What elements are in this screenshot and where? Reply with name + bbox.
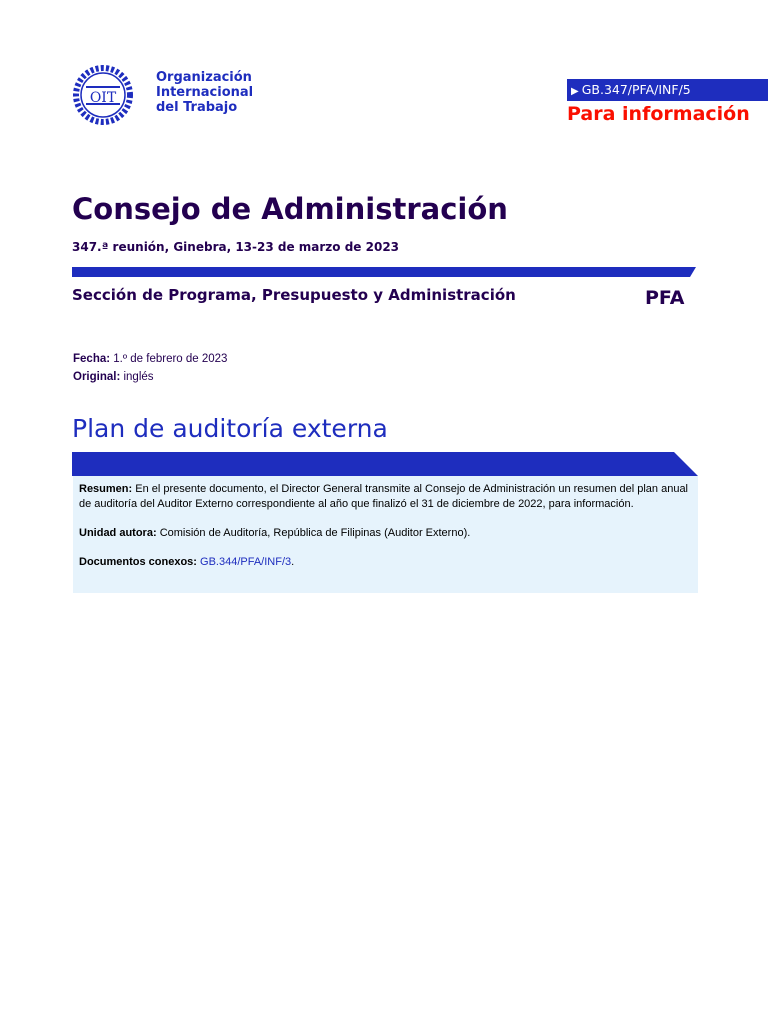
date-row bbox=[73, 350, 227, 368]
related-docs-label: Documentos conexos: bbox=[79, 556, 197, 568]
ilo-emblem-icon bbox=[72, 64, 134, 126]
author-unit-paragraph bbox=[79, 526, 692, 541]
page-title: Consejo de Administración bbox=[72, 192, 508, 226]
title-divider-bar bbox=[72, 267, 696, 277]
summary-label: Resumen: bbox=[79, 483, 133, 495]
date-label: Fecha: bbox=[73, 353, 111, 365]
date-value: 1.º de febrero de 2023 bbox=[113, 353, 228, 365]
document-metadata bbox=[73, 350, 227, 386]
related-docs-paragraph bbox=[79, 555, 692, 570]
related-docs-tail: . bbox=[291, 556, 295, 568]
author-unit-text: Comisión de Auditoría, República de Filipinas (Auditor Externo). bbox=[159, 527, 471, 539]
related-doc-link[interactable]: GB.344/PFA/INF/3 bbox=[200, 556, 292, 568]
document-reference: GB.347/PFA/INF/5 bbox=[581, 82, 691, 97]
triangle-right-icon: ▶ bbox=[571, 86, 579, 97]
logo-line-3: del Trabajo bbox=[156, 100, 238, 115]
original-label: Original: bbox=[73, 371, 121, 383]
summary-text: En el presente documento, el Director General transmite al Consejo de Administración un resumen del plan anual de auditoría del Auditor Externo correspondiente al año que finalizó el 31 de diciembre de 2022, para información. bbox=[79, 483, 688, 510]
summary-box bbox=[73, 476, 698, 593]
document-reference-tag bbox=[567, 79, 768, 101]
logo-line-1: Organización bbox=[156, 70, 252, 85]
original-value: inglés bbox=[123, 371, 154, 383]
original-row bbox=[73, 368, 227, 386]
author-unit-label: Unidad autora: bbox=[79, 527, 157, 539]
section-code: PFA bbox=[645, 287, 685, 309]
purpose-label: Para información bbox=[567, 103, 750, 125]
ilo-logo bbox=[72, 64, 252, 126]
summary-header-bar bbox=[72, 452, 698, 476]
section-title: Sección de Programa, Presupuesto y Administración bbox=[72, 286, 516, 304]
logo-mark: OIT bbox=[89, 90, 117, 106]
document-title: Plan de auditoría externa bbox=[72, 414, 388, 443]
logo-line-2: Internacional bbox=[156, 85, 254, 100]
meeting-info: 347.ª reunión, Ginebra, 13-23 de marzo de 2023 bbox=[72, 240, 400, 254]
summary-paragraph bbox=[79, 482, 692, 512]
